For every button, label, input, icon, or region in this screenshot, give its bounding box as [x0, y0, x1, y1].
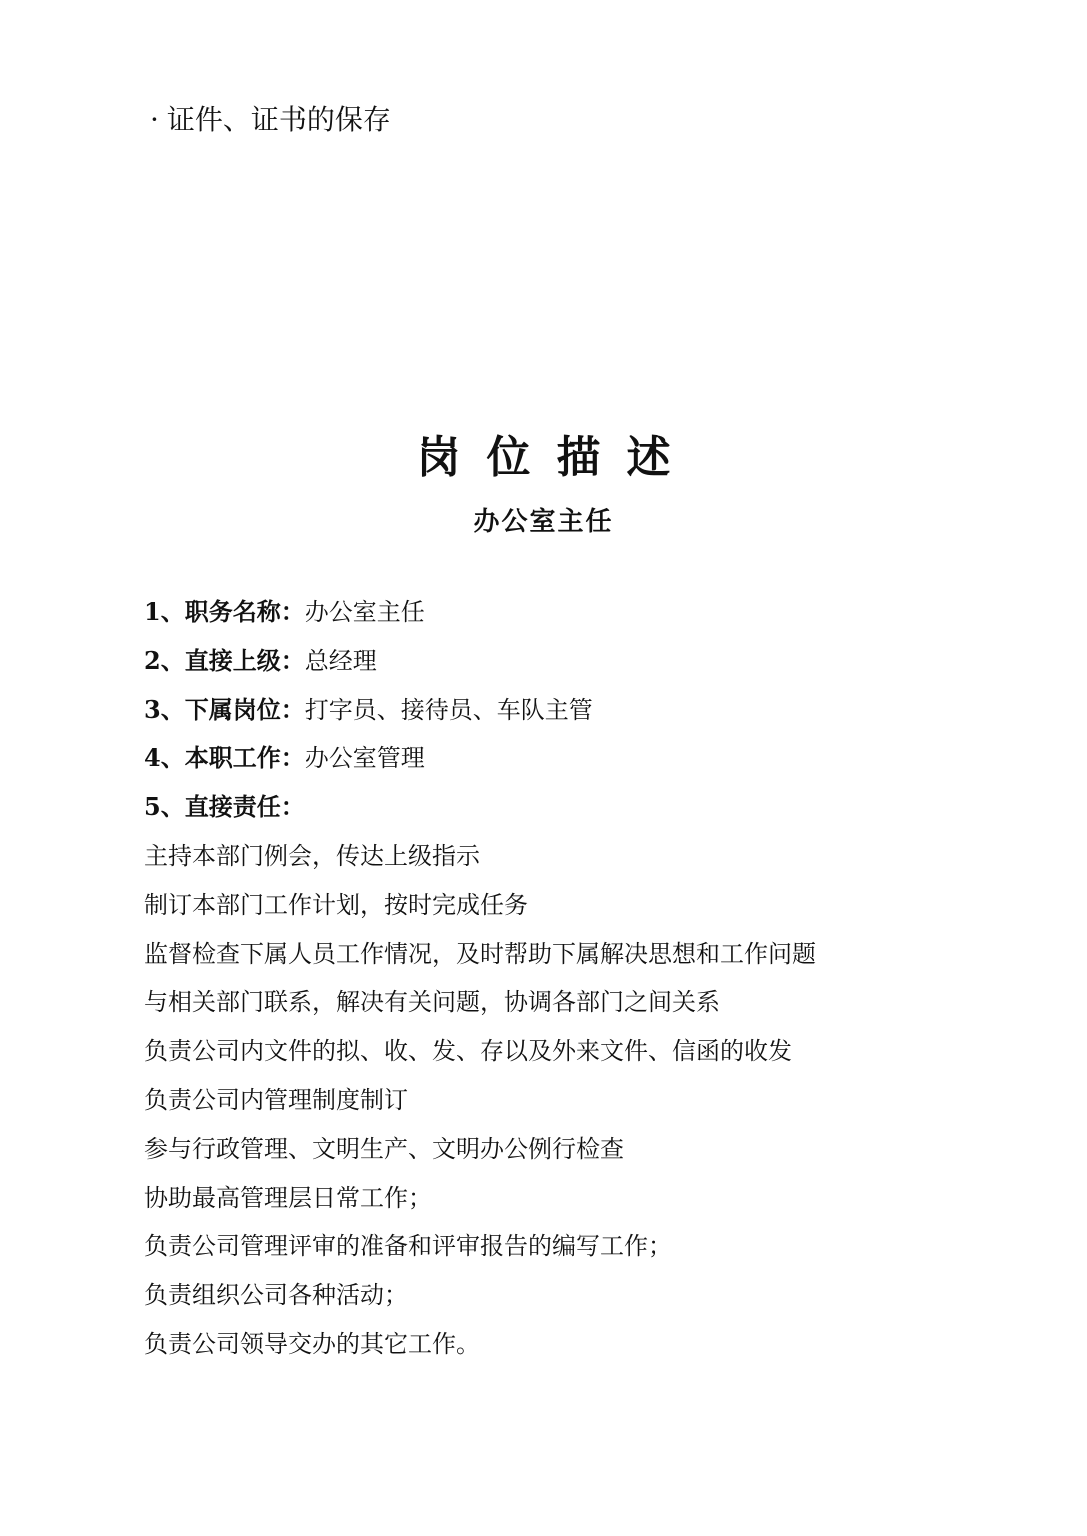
field-row-job-title	[144, 588, 1024, 637]
field-row-subordinate-positions	[144, 686, 1024, 735]
field-label: 3、下属岗位：	[144, 694, 305, 724]
field-value: 打字员、接待员、车队主管	[304, 695, 593, 724]
field-label: 5、直接责任：	[144, 792, 305, 822]
field-value: 办公室主任	[304, 598, 425, 626]
bullet-item	[150, 98, 391, 142]
field-label: 2、直接上级：	[144, 645, 305, 675]
list-item: 负责公司管理评审的准备和评审报告的编写工作；	[144, 1232, 672, 1261]
list-item: 负责公司领导交办的其它工作。	[144, 1329, 480, 1358]
list-item: 负责组织公司各种活动；	[144, 1281, 408, 1310]
list-item: 与相关部门联系，解决有关问题，协调各部门之间关系	[144, 988, 720, 1017]
list-item: 参与行政管理、文明生产、文明办公例行检查	[144, 1134, 624, 1163]
list-item: 负责公司内文件的拟、收、发、存以及外来文件、信函的收发	[144, 1037, 792, 1066]
bullet-text: 证件、证书的保存	[166, 103, 391, 136]
list-item: 协助最高管理层日常工作；	[144, 1183, 432, 1212]
list-item: 主持本部门例会，传达上级指示	[144, 842, 480, 870]
list-item: 制订本部门工作计划，按时完成任务	[144, 890, 528, 919]
field-label: 1、职务名称：	[144, 597, 305, 626]
field-value: 总经理	[304, 646, 377, 675]
document-title: 岗位描述	[416, 432, 697, 483]
field-value: 办公室管理	[304, 744, 425, 773]
field-row-direct-superior	[144, 637, 1024, 686]
document-subtitle: 办公室主任	[473, 507, 614, 537]
field-row-main-work	[144, 734, 1024, 783]
bullet-dot: ·	[150, 103, 159, 136]
field-row-direct-responsibility	[144, 783, 1024, 832]
list-item: 监督检查下属人员工作情况，及时帮助下属解决思想和工作问题	[144, 939, 816, 968]
job-fields	[144, 588, 1024, 832]
field-label: 4、本职工作：	[144, 743, 305, 773]
list-item: 负责公司内管理制度制订	[144, 1085, 408, 1114]
duty-list	[144, 832, 1024, 1369]
